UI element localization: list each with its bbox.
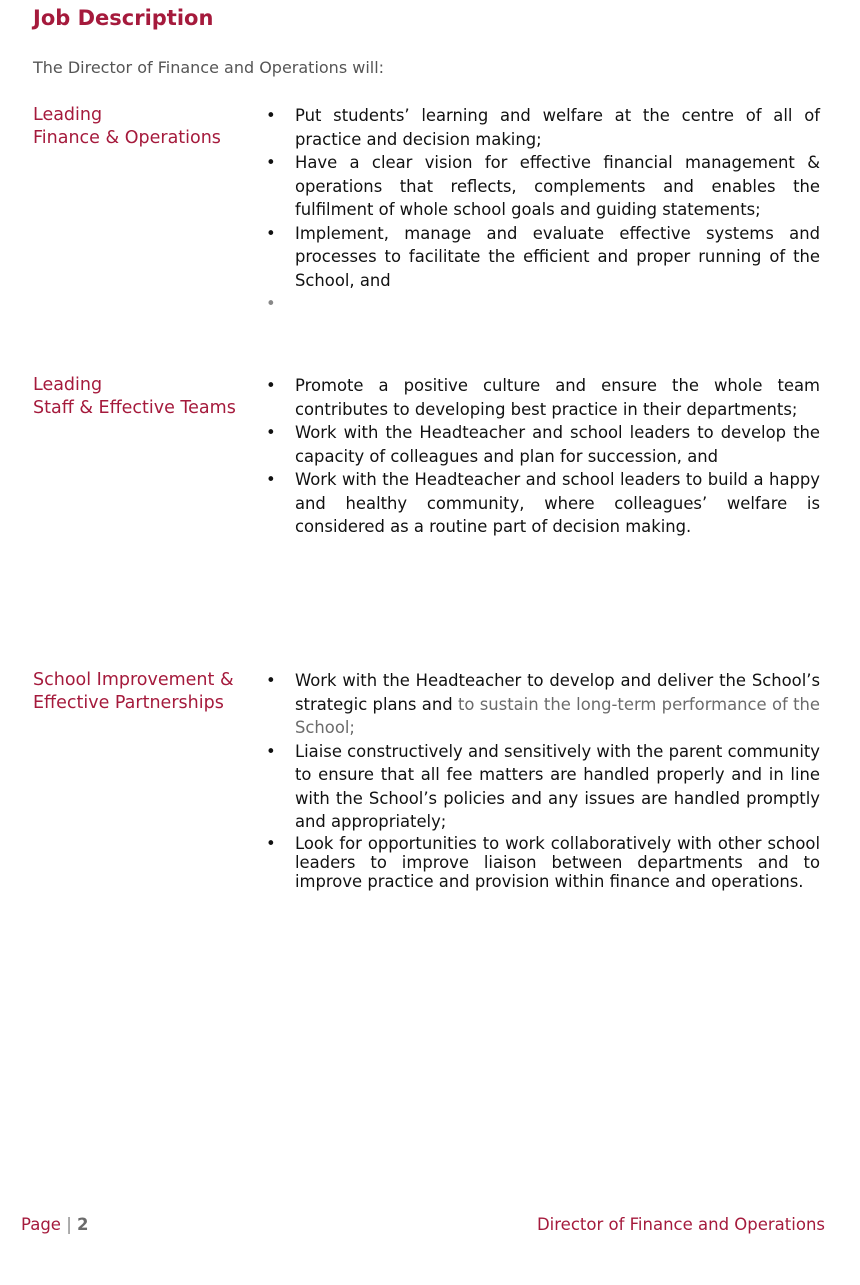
bullet-text-muted: to sustain the long-term performance of the School; xyxy=(295,694,820,737)
bullet-item xyxy=(295,669,820,740)
bullet-item: • Liaise constructively and sensitively with the parent community to ensure that all fee matters are handled properly and in line with the School’s policies and any issues are handled promptly and appropriately; xyxy=(295,740,820,834)
empty-bullet-item xyxy=(295,292,820,316)
section-title-school-improvement xyxy=(33,669,258,715)
bullet-item: • Work with the Headteacher and school leaders to build a happy and healthy community, where colleagues’ welfare is considered as a routine part of decision making. xyxy=(295,468,820,539)
section-title-line: Leading xyxy=(33,375,103,395)
bullet-text: Work with the Headteacher to develop and deliver the School’s strategic plans and xyxy=(295,671,820,714)
footer-page-number: 2 xyxy=(77,1215,89,1234)
footer-page-indicator xyxy=(21,1215,89,1234)
bullet-list-school-improvement xyxy=(295,669,820,891)
section-title-line: Effective Partnerships xyxy=(33,693,224,713)
bullet-list-finance-operations xyxy=(295,104,820,316)
section-title-line: Staff & Effective Teams xyxy=(33,398,236,418)
section-title-staff-teams xyxy=(33,374,258,420)
footer-separator: | xyxy=(66,1215,72,1234)
bullet-list-staff-teams xyxy=(295,374,820,539)
footer-document-title: Director of Finance and Operations xyxy=(536,1215,825,1234)
bullet-item: • Implement, manage and evaluate effective systems and processes to facilitate the efficient and proper running of the School, and xyxy=(295,222,820,293)
section-title-line: School Improvement & xyxy=(33,670,234,690)
footer-page-label: Page xyxy=(21,1215,61,1234)
bullet-item: • Promote a positive culture and ensure the whole team contributes to developing best practice in their departments; xyxy=(295,374,820,421)
section-title-line: Leading xyxy=(33,105,103,125)
bullet-item: • Work with the Headteacher and school leaders to develop the capacity of colleagues and plan for succession, and xyxy=(295,421,820,468)
section-title-finance-operations xyxy=(33,104,258,150)
section-title-line: Finance & Operations xyxy=(33,128,221,148)
bullet-item: • Look for opportunities to work collaboratively with other school leaders to improve liaison between departments and to improve practice and provision within finance and operations. xyxy=(295,834,820,891)
intro-text: The Director of Finance and Operations will: xyxy=(33,58,385,77)
page-heading: Job Description xyxy=(33,6,214,30)
bullet-item: • Have a clear vision for effective financial management & operations that reflects, complements and enables the fulfilment of whole school goals and guiding statements; xyxy=(295,151,820,222)
bullet-item: • Put students’ learning and welfare at the centre of all of practice and decision making; xyxy=(295,104,820,151)
